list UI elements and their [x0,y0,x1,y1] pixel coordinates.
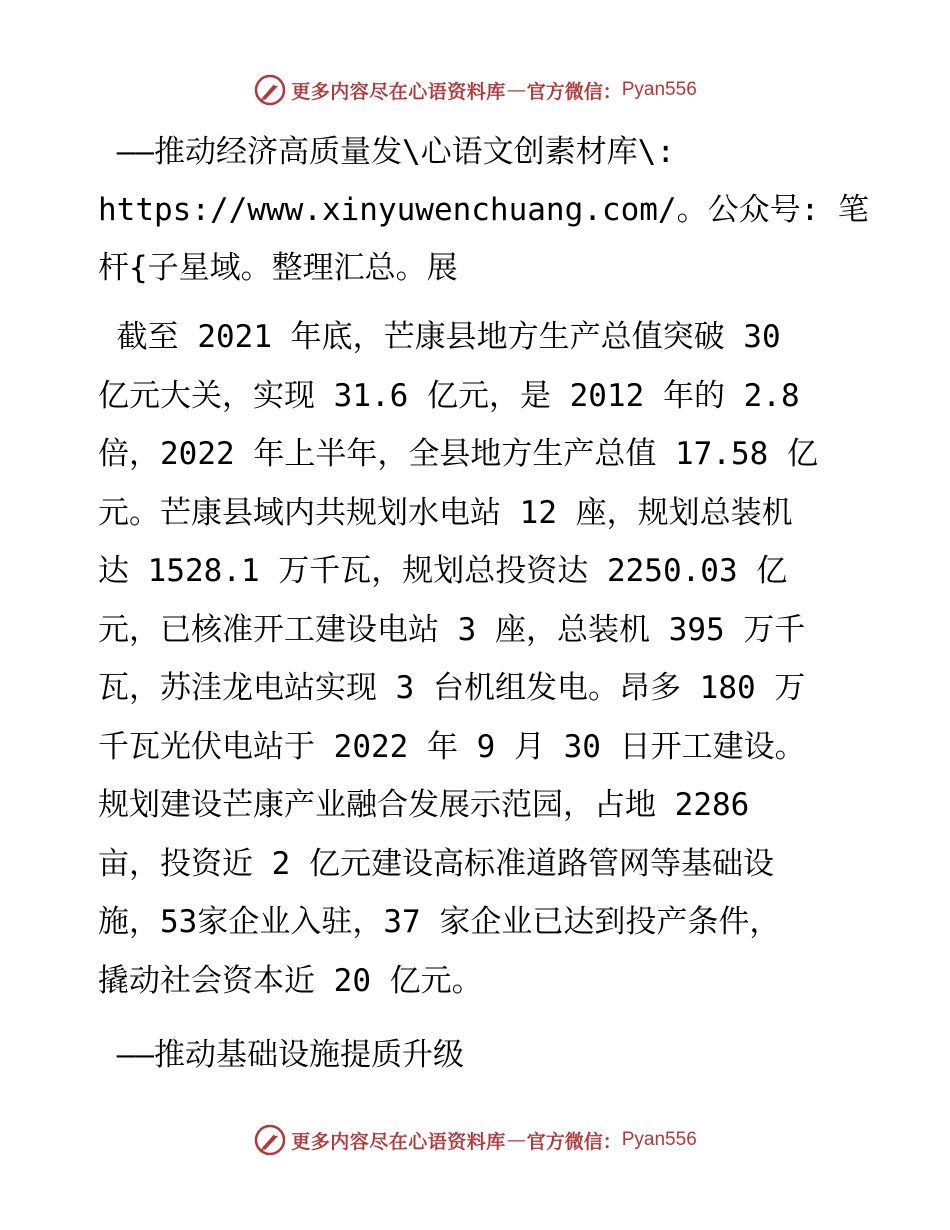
text-line: 倍，2022 年上半年，全县地方生产总值 17.58 亿 [98,436,818,472]
text-line: 元。芒康县域内共规划水电站 12 座，规划总装机 [98,494,793,531]
banner-wechat-id: Pyan556 [621,79,697,100]
pen-circle-logo-icon [253,73,287,107]
text-line: ——推动经济高质量发\心语文创素材库\: [98,134,675,170]
text-line: 规划建设芒康产业融合发展示范园，占地 2286 [98,787,750,823]
paragraph-heading-infrastructure [98,1026,858,1084]
paragraph-heading-economy [98,123,869,297]
text-line: 亿元大关，实现 31.6 亿元，是 2012 年的 2.8 [98,377,800,414]
text-line: 瓦，苏洼龙电站实现 3 台机组发电。昂多 180 万 [98,670,806,706]
banner-wechat-id: Pyan556 [621,1129,697,1150]
text-line: 元，已核准开工建设电站 3 座，总装机 395 万千 [98,611,806,648]
footer-watermark-banner [0,1120,950,1160]
header-watermark-banner [0,70,950,110]
text-line: 亩，投资近 2 亿元建设高标准道路管网等基础设 [98,845,774,882]
text-line: 杆{子星域。整理汇总。展 [98,250,458,286]
paragraph-economy-body [98,308,858,1010]
banner-official-label: 官方微信： [526,1130,622,1153]
pen-circle-logo-icon [253,1123,287,1157]
banner-text: 更多内容尽在心语资料库 [291,80,506,103]
text-line: ——推动基础设施提质升级 [98,1037,464,1073]
text-line: 达 1528.1 万千瓦，规划总投资达 2250.03 亿 [98,553,788,589]
text-line: 施，53家企业入驻，37 家企业已达到投产条件， [98,904,781,940]
banner-text: 更多内容尽在心语资料库 [291,1130,506,1153]
text-line: 截至 2021 年底，芒康县地方生产总值突破 30 [98,319,781,355]
banner-official-label: 官方微信： [526,80,622,103]
text-line: https://www.xinyuwenchuang.com/。公众号: 笔 [98,192,869,228]
banner-separator: — [506,79,526,101]
text-line: 千瓦光伏电站于 2022 年 9 月 30 日开工建设。 [98,728,806,765]
banner-separator: — [506,1129,526,1151]
text-line: 撬动社会资本近 20 亿元。 [98,962,483,999]
